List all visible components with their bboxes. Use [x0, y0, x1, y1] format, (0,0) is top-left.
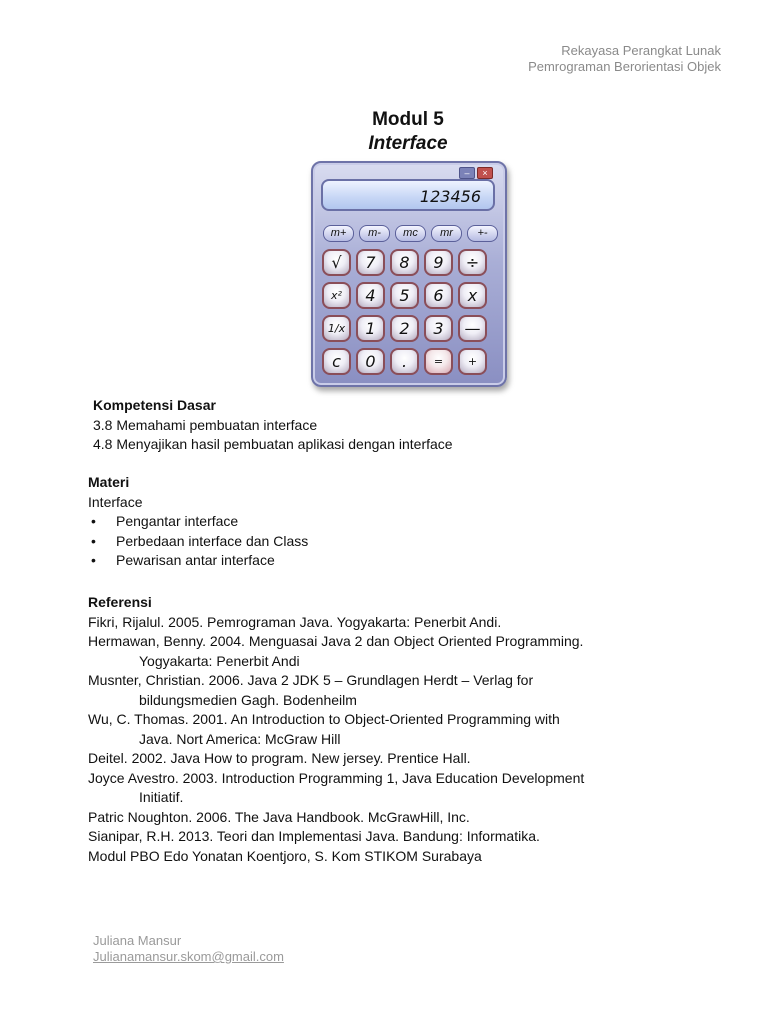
calculator-key: +	[458, 348, 487, 375]
calculator-key: 3	[424, 315, 453, 342]
reference-entry: Fikri, Rijalul. 2005. Pemrograman Java. Yogyakarta: Penerbit Andi.	[88, 613, 502, 630]
calculator-key: 1/x	[322, 315, 351, 342]
reference-entry: Wu, C. Thomas. 2001. An Introduction to Object-Oriented Programming with	[88, 711, 560, 727]
reference-continuation: Initiatif.	[139, 789, 184, 805]
module-subtitle: Interface	[368, 133, 448, 154]
reference-entry: Modul PBO Edo Yonatan Koentjoro, S. Kom STIKOM Surabaya	[88, 847, 482, 864]
calculator-key: 8	[390, 249, 419, 276]
memory-key: m+	[323, 225, 354, 242]
calculator-key: 9	[424, 249, 453, 276]
kompetensi-heading: Kompetensi Dasar	[93, 397, 216, 413]
kompetensi-item: 4.8 Menyajikan hasil pembuatan aplikasi dengan interface	[93, 436, 453, 452]
memory-key: mr	[431, 225, 462, 242]
calculator-key: .	[390, 348, 419, 375]
calculator-key: √	[322, 249, 351, 276]
page-header	[528, 43, 721, 75]
reference-entry: Sianipar, R.H. 2013. Teori dan Implementasi Java. Bandung: Informatika.	[88, 828, 540, 844]
memory-key: mc	[395, 225, 426, 242]
kompetensi-dasar-section	[93, 396, 453, 455]
memory-key: +-	[467, 225, 498, 242]
reference-continuation: Java. Nort America: McGraw Hill	[139, 730, 341, 747]
materi-list-item: • Pewarisan antar interface	[88, 551, 308, 571]
referensi-section	[88, 593, 688, 866]
calculator-key: 0	[356, 348, 385, 375]
materi-list	[88, 512, 308, 571]
minimize-icon: –	[459, 167, 475, 179]
calculator-key: 6	[424, 282, 453, 309]
calculator-key: x²	[322, 282, 351, 309]
module-title: Modul 5	[372, 109, 444, 130]
memory-key-row	[323, 225, 498, 242]
page-footer	[93, 933, 284, 965]
materi-list-item: • Perbedaan interface dan Class	[88, 532, 308, 552]
materi-heading: Materi	[88, 474, 130, 490]
calculator-key: 7	[356, 249, 385, 276]
referensi-heading: Referensi	[88, 594, 152, 610]
footer-author: Juliana Mansur	[93, 933, 182, 948]
reference-entry: Hermawan, Benny. 2004. Menguasai Java 2 dan Object Oriented Programming.	[88, 633, 584, 649]
materi-list-item: • Pengantar interface	[88, 512, 308, 532]
calculator-key: x	[458, 282, 487, 309]
header-course-line: Rekayasa Perangkat Lunak	[561, 43, 721, 58]
calculator-keypad	[322, 249, 487, 375]
reference-continuation: Yogyakarta: Penerbit Andi	[139, 652, 300, 669]
calculator-display: 123456	[321, 179, 495, 211]
calculator-key: 4	[356, 282, 385, 309]
calculator-key: 2	[390, 315, 419, 342]
reference-entry: Deitel. 2002. Java How to program. New jersey. Prentice Hall.	[88, 750, 471, 766]
calculator-key: 5	[390, 282, 419, 309]
reference-entry: Patric Noughton. 2006. The Java Handbook. McGrawHill, Inc.	[88, 808, 470, 825]
calculator-key: ÷	[458, 249, 487, 276]
kompetensi-item: 3.8 Memahami pembuatan interface	[93, 416, 318, 433]
calculator-key: c	[322, 348, 351, 375]
calculator-key: =	[424, 348, 453, 375]
module-title-block	[0, 108, 768, 156]
calculator-key: 1	[356, 315, 385, 342]
materi-intro: Interface	[88, 493, 143, 510]
reference-entry: Musnter, Christian. 2006. Java 2 JDK 5 – Grundlagen Herdt – Verlag for	[88, 672, 534, 688]
memory-key: m-	[359, 225, 390, 242]
calculator-key: —	[458, 315, 487, 342]
reference-entry: Joyce Avestro. 2003. Introduction Programming 1, Java Education Development	[88, 769, 585, 786]
window-controls	[459, 167, 493, 179]
calculator-illustration	[311, 161, 507, 387]
footer-email-link[interactable]: Julianamansur.skom@gmail.com	[93, 949, 284, 964]
reference-continuation: bildungsmedien Gagh. Bodenheilm	[139, 691, 357, 708]
close-icon: ×	[477, 167, 493, 179]
materi-section	[88, 473, 308, 571]
header-subject-line: Pemrograman Berorientasi Objek	[528, 59, 721, 74]
